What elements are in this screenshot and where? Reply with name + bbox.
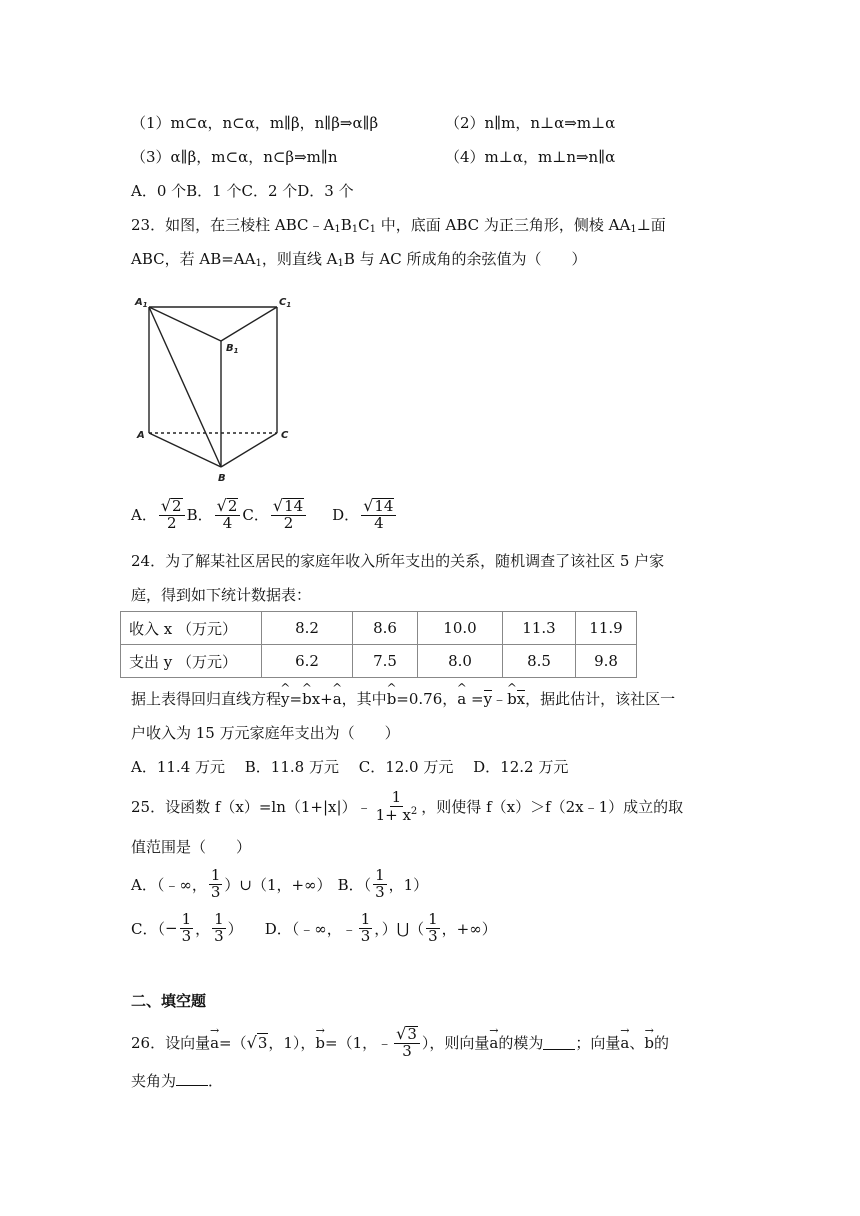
q24-options: A．11.4 万元 B．11.8 万元 C．12.0 万元 D．12.2 万元	[131, 758, 569, 776]
fraction-option-a: √ 2 2	[159, 498, 185, 532]
table-row: 收入 x （万元） 8.2 8.6 10.0 11.3 11.9	[121, 612, 637, 645]
label-B: B	[218, 473, 226, 484]
table-row: 支出 y （万元） 6.2 7.5 8.0 8.5 9.8	[121, 645, 637, 678]
q25-options-ab: A．（﹣∞， $\frac{1}{3}$ ）∪（1，+∞） B．（ $\frac{1}{3}$ ，1）	[131, 866, 429, 901]
q24-line-1: 24．为了解某社区居民的家庭年收入所年支出的关系，随机调查了该社区 5 户家	[131, 552, 665, 570]
q23-line-1: 23．如图，在三棱柱 $ABC﹣A_1B_1C_1$ 中，底面 ABC 为正三角形，侧棱 $AA_1\perp$面	[131, 216, 666, 235]
q23-line-2: ABC，若 $AB=AA_1$，则直线 $A_1B$ 与 AC 所成角的余弦值为（ ）	[131, 250, 587, 269]
label-B1: $B_1$	[226, 343, 239, 355]
q23-options: A． √ 2 2 B． √ 2 4 C． √ 14 2 D． √ 14 4	[131, 498, 398, 532]
q22-statement-2: （2）n∥m，n⊥α⇒m⊥α	[445, 114, 616, 132]
q25-line-1: 25．设函数 f（x）=ln（1+|x|）﹣ $\frac{1}{1+ x^2}$ ，则使得 f（x）＞f（2x﹣1）成立的取	[131, 788, 684, 824]
q26-line-2: 夹角为 ．	[131, 1072, 224, 1090]
label-A1: $A_1$	[135, 297, 148, 309]
q22-statement-1: （1）m⊂α，n⊂α，m∥β，n∥β⇒α∥β	[131, 114, 379, 132]
label-C1: $C_1$	[279, 297, 292, 309]
q25-line-2: 值范围是（ ）	[131, 838, 252, 856]
q24-regression-line: 据上表得回归直线方程^ y=^ bx+^ a，其中^ b=0.76，^ a =y﹣^ bx，据此估计，该社区一	[131, 688, 675, 709]
fraction-option-c: √ 14 2	[271, 498, 306, 532]
fraction-option-d: √ 14 4	[361, 498, 396, 532]
q22-statement-4: （4）m⊥α，m⊥n⇒n∥α	[445, 148, 616, 166]
label-C: C	[281, 430, 289, 441]
answer-blank-1[interactable]	[543, 1035, 575, 1050]
answer-blank-2[interactable]	[176, 1071, 208, 1086]
fraction-term: $\frac{1}{1+ x^2}$	[375, 788, 418, 824]
prism-figure	[125, 285, 295, 490]
fraction-option-b: √ 2 4	[215, 498, 241, 532]
q26-line-1: 26．设向量 → a =（ √ 3 ，1）， → b =（1，﹣ √ 3 3 ），则向量 → a 的模为 ；向量 → a 、 → b 的	[131, 1026, 669, 1060]
q24-line-2: 庭，得到如下统计数据表：	[131, 586, 312, 604]
label-A: A	[137, 430, 145, 441]
section-title: 二、填空题	[131, 992, 207, 1010]
q25-options-cd: C．（ − $\frac{1}{3}$ ， $\frac{1}{3}$ ） D．（﹣∞，﹣ $\frac{1}{3}$ ，）⋃（ $\frac{1}{3}$ ，+∞）	[131, 910, 497, 945]
q24-line-4: 户收入为 15 万元家庭年支出为（ ）	[131, 724, 400, 742]
q22-statement-3: （3）α∥β，m⊂α，n⊂β⇒m∥n	[131, 148, 338, 166]
q22-options: A．0 个B．1 个C．2 个D．3 个	[131, 182, 354, 200]
data-table	[120, 611, 637, 678]
